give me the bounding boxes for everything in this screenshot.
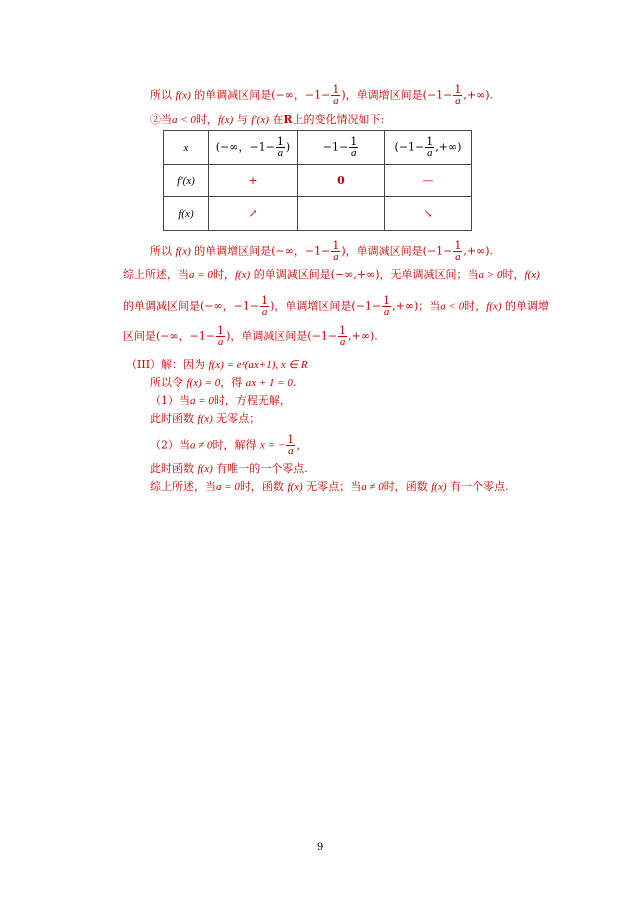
- text: x: [183, 142, 189, 154]
- text: ,+∞).: [348, 329, 378, 343]
- text: 时，解得: [212, 438, 261, 452]
- text: 与: [233, 113, 252, 126]
- math: f(x): [197, 413, 213, 425]
- text: ，得: [220, 376, 246, 389]
- fraction: [260, 295, 269, 318]
- table-row-f: [164, 197, 472, 231]
- variation-table: [163, 130, 472, 231]
- math: ax + 1 = 0: [245, 377, 293, 389]
- decrease-arrow-icon: ↘: [385, 197, 472, 231]
- math: a = 0: [189, 269, 213, 281]
- frac-num: 1: [276, 135, 284, 148]
- frac-num: 1: [287, 433, 295, 446]
- frac-num: 1: [454, 83, 462, 96]
- text: 的单调减区间是(−∞，−1−: [190, 88, 331, 102]
- text: 时，方程无解，: [213, 394, 291, 407]
- math: f(x) = 0: [186, 377, 221, 389]
- math: x = −: [260, 439, 286, 452]
- frac-num: 1: [332, 83, 340, 96]
- fraction: [331, 84, 340, 107]
- math-cond: a < 0: [172, 114, 196, 126]
- math: a > 0: [478, 269, 503, 281]
- frac-num: 1: [426, 135, 434, 148]
- text: 时，函数: [239, 480, 288, 493]
- math: f(x): [431, 481, 447, 493]
- fraction: [276, 136, 285, 159]
- cell-zero: 0: [298, 165, 385, 197]
- part3-line-7: [150, 480, 509, 494]
- cell-interval-1: [209, 131, 298, 165]
- text: (−∞，−1−: [215, 140, 275, 154]
- text: 的单调增: [501, 299, 549, 313]
- math: f(x): [486, 300, 502, 313]
- text: （1）当: [150, 394, 190, 407]
- text: （2）当: [150, 438, 190, 452]
- text: 此时函数: [150, 462, 198, 475]
- frac-den: a: [333, 95, 339, 107]
- math: a < 0: [440, 300, 465, 313]
- text: 无零点；当: [302, 480, 362, 493]
- text: −1−: [322, 140, 349, 154]
- text: ,+∞): [435, 140, 462, 154]
- text: 有一个零点.: [446, 480, 509, 493]
- math-fx: f(x): [175, 245, 191, 258]
- fraction: [425, 136, 434, 159]
- cell-sign: —: [385, 165, 472, 197]
- text: 综上所述，当: [150, 480, 216, 493]
- line-decrease-increase-intervals: [150, 84, 493, 107]
- table-row-fprime: [164, 165, 472, 197]
- fraction: [453, 240, 462, 263]
- frac-den: a: [427, 147, 433, 159]
- text: 时，: [212, 268, 235, 281]
- text: 区间是(−∞，−1−: [123, 329, 216, 343]
- part3-line-1: [126, 358, 308, 372]
- fraction: [453, 84, 462, 107]
- fraction: [382, 295, 391, 318]
- math-R: R: [283, 113, 293, 126]
- text: ②当: [150, 113, 172, 126]
- frac-num: 1: [261, 294, 269, 307]
- frac-den: a: [455, 251, 461, 263]
- text: 的单调减区间是(−∞,+∞)，无单调减区间；当: [250, 268, 479, 281]
- text: 此时函数: [150, 412, 198, 425]
- text: （III）解：因为: [126, 358, 209, 371]
- text: 时，: [464, 299, 487, 313]
- cell-sign: +: [209, 165, 298, 197]
- frac-den: a: [217, 336, 224, 348]
- frac-num: 1: [332, 239, 340, 252]
- fraction: [331, 240, 340, 263]
- fraction: [216, 325, 225, 348]
- part3-line-4: [150, 412, 260, 426]
- math: f(x): [287, 481, 303, 493]
- text: 时，: [195, 113, 218, 126]
- text: ,+∞).: [463, 244, 494, 258]
- math: f(x): [524, 269, 540, 281]
- text: 时，: [502, 268, 525, 281]
- part3-line-6: [150, 462, 308, 476]
- frac-num: 1: [383, 294, 391, 307]
- frac-den: a: [339, 336, 346, 348]
- frac-num: 1: [217, 324, 225, 337]
- math: a ≠ 0: [361, 481, 384, 493]
- text: )，单调增区间是(−1−: [270, 299, 382, 313]
- text: 上的变化情况如下:: [292, 113, 385, 126]
- text: 综上所述，当: [123, 268, 189, 281]
- text: 时，函数: [383, 480, 432, 493]
- cell-x: [164, 131, 209, 165]
- math-fx: f(x): [175, 89, 191, 102]
- summary-line-1: [123, 268, 540, 282]
- frac-den: a: [261, 306, 268, 318]
- summary-line-2: [123, 295, 549, 318]
- page-number: 9: [316, 842, 324, 853]
- part3-line-5: [150, 434, 307, 457]
- text: ,+∞).: [463, 88, 494, 102]
- frac-den: a: [288, 445, 294, 457]
- text: 的单调减区间是(−∞，−1−: [123, 299, 260, 313]
- math-fpx: f′(x): [251, 114, 269, 126]
- increase-arrow-icon: ↗: [209, 197, 298, 231]
- part3-line-3: [150, 394, 291, 408]
- frac-num: 1: [454, 239, 462, 252]
- line-after-table: [150, 240, 493, 263]
- text: 有唯一的一个零点.: [212, 462, 308, 475]
- part3-line-2: [150, 376, 296, 390]
- text: 所以: [150, 88, 176, 102]
- frac-den: a: [350, 147, 357, 159]
- text: 所以令: [150, 376, 187, 389]
- line-case-a-negative: [150, 113, 384, 127]
- text: )，单调减区间是(−1−: [226, 329, 338, 343]
- text: 无零点；: [212, 412, 261, 425]
- fraction: [349, 136, 358, 159]
- text: ，: [296, 438, 308, 452]
- math-fx: f(x): [217, 114, 234, 126]
- frac-den: a: [383, 306, 390, 318]
- table-row-header: [164, 131, 472, 165]
- summary-line-3: [123, 325, 378, 348]
- frac-num: 1: [350, 135, 358, 148]
- math: a = 0: [190, 395, 214, 407]
- fraction: [286, 434, 295, 457]
- cell-label: f′(x): [164, 165, 209, 197]
- cell-label: f(x): [164, 197, 209, 231]
- text: 所以: [150, 244, 176, 258]
- frac-num: 1: [339, 324, 347, 337]
- math: a ≠ 0: [190, 439, 213, 452]
- math: f(x) = eˣ(ax+1), x ∈ R: [208, 359, 308, 371]
- math: f(x): [197, 463, 213, 475]
- text: )，单调减区间是(−1−: [341, 244, 453, 258]
- text: )，单调增区间是(−1−: [341, 88, 453, 102]
- text: .: [292, 376, 297, 389]
- text: ): [285, 140, 291, 154]
- frac-den: a: [333, 251, 339, 263]
- frac-den: a: [277, 147, 284, 159]
- cell-empty: [298, 197, 385, 231]
- fraction: [338, 325, 347, 348]
- cell-interval-2: [385, 131, 472, 165]
- text: ,+∞)；当: [392, 299, 441, 313]
- text: 在: [268, 113, 284, 126]
- text: 的单调增区间是(−∞，−1−: [190, 244, 331, 258]
- text: (−1−: [394, 140, 425, 154]
- math: f(x): [234, 269, 251, 281]
- cell-point: [298, 131, 385, 165]
- frac-den: a: [455, 95, 461, 107]
- math: a = 0: [216, 481, 240, 493]
